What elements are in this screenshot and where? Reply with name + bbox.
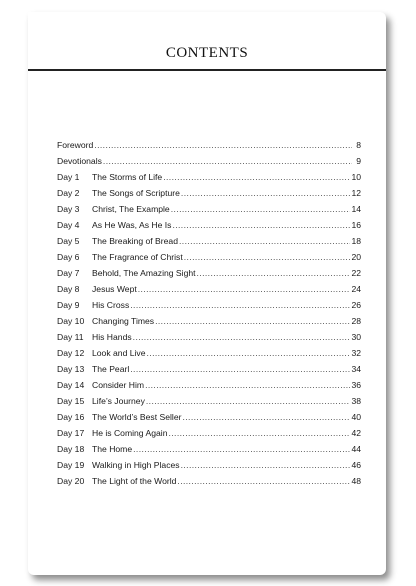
toc-row-day[interactable] bbox=[57, 185, 361, 201]
toc-title: Consider Him bbox=[92, 380, 145, 390]
toc-row-day[interactable] bbox=[57, 409, 361, 425]
dot-leader bbox=[179, 233, 350, 249]
toc-day-label: Day 2 bbox=[57, 188, 80, 198]
toc-day-label: Day 18 bbox=[57, 444, 85, 454]
toc-title: The Pearl bbox=[92, 364, 130, 374]
toc-page-number: 9 bbox=[356, 156, 361, 166]
toc-row-devotionals[interactable] bbox=[57, 153, 361, 169]
dot-leader bbox=[147, 345, 351, 361]
dot-leader bbox=[171, 201, 351, 217]
toc-title: Walking in High Places bbox=[92, 460, 180, 470]
toc-title: The Light of the World bbox=[92, 476, 177, 486]
dot-leader bbox=[130, 361, 350, 377]
toc-title: The Breaking of Bread bbox=[92, 236, 178, 246]
heading-rule bbox=[28, 69, 386, 71]
toc-row-day[interactable] bbox=[57, 329, 361, 345]
toc-day-label: Day 9 bbox=[57, 300, 80, 310]
dot-leader bbox=[184, 249, 351, 265]
toc-day-list bbox=[57, 169, 361, 489]
dot-leader bbox=[146, 393, 351, 409]
toc-day-label: Day 10 bbox=[57, 316, 85, 326]
toc-page-number: 32 bbox=[351, 348, 361, 358]
toc-page-number: 40 bbox=[351, 412, 361, 422]
toc-title: Life’s Journey bbox=[92, 396, 145, 406]
toc-row-day[interactable] bbox=[57, 361, 361, 377]
toc-day-label: Day 3 bbox=[57, 204, 80, 214]
toc-title: The World’s Best Seller bbox=[92, 412, 182, 422]
toc-day-label: Day 1 bbox=[57, 172, 80, 182]
toc-title: His Hands bbox=[92, 332, 132, 342]
toc-day-label: Day 13 bbox=[57, 364, 85, 374]
dot-leader bbox=[130, 297, 350, 313]
toc-row-day[interactable] bbox=[57, 345, 361, 361]
toc-row-day[interactable] bbox=[57, 473, 361, 489]
toc-row-day[interactable] bbox=[57, 441, 361, 457]
toc-page-number: 46 bbox=[351, 460, 361, 470]
toc-day-label: Day 7 bbox=[57, 268, 80, 278]
toc-day-label: Day 15 bbox=[57, 396, 85, 406]
toc-title: As He Was, As He Is bbox=[92, 220, 172, 230]
toc-title: Devotionals bbox=[57, 156, 102, 166]
dot-leader bbox=[133, 441, 350, 457]
dot-leader bbox=[182, 409, 350, 425]
toc-day-label: Day 16 bbox=[57, 412, 85, 422]
toc-title: Foreword bbox=[57, 140, 94, 150]
toc-row-day[interactable] bbox=[57, 249, 361, 265]
dot-leader bbox=[197, 265, 351, 281]
dot-leader bbox=[94, 137, 352, 153]
toc-day-label: Day 4 bbox=[57, 220, 80, 230]
toc-row-foreword[interactable] bbox=[57, 137, 361, 153]
toc-page-number: 30 bbox=[351, 332, 361, 342]
toc-page-number: 14 bbox=[351, 204, 361, 214]
toc-page-number: 18 bbox=[351, 236, 361, 246]
dot-leader bbox=[163, 169, 350, 185]
toc-page-number: 34 bbox=[351, 364, 361, 374]
toc-row-day[interactable] bbox=[57, 393, 361, 409]
toc-day-label: Day 6 bbox=[57, 252, 80, 262]
dot-leader bbox=[155, 313, 350, 329]
dot-leader bbox=[145, 377, 350, 393]
toc-row-day[interactable] bbox=[57, 265, 361, 281]
toc-page-number: 8 bbox=[356, 140, 361, 150]
toc-page-number: 24 bbox=[351, 284, 361, 294]
toc-row-day[interactable] bbox=[57, 217, 361, 233]
toc-row-day[interactable] bbox=[57, 169, 361, 185]
toc-row-day[interactable] bbox=[57, 425, 361, 441]
toc-title: Jesus Wept bbox=[92, 284, 137, 294]
toc-title: Behold, The Amazing Sight bbox=[92, 268, 196, 278]
table-of-contents bbox=[57, 137, 361, 489]
toc-title: The Fragrance of Christ bbox=[92, 252, 183, 262]
toc-page-number: 28 bbox=[351, 316, 361, 326]
toc-page-number: 20 bbox=[351, 252, 361, 262]
toc-title: He is Coming Again bbox=[92, 428, 168, 438]
toc-day-label: Day 8 bbox=[57, 284, 80, 294]
dot-leader bbox=[177, 473, 350, 489]
toc-title: The Storms of Life bbox=[92, 172, 163, 182]
toc-page-number: 26 bbox=[351, 300, 361, 310]
toc-page-number: 36 bbox=[351, 380, 361, 390]
toc-row-day[interactable] bbox=[57, 281, 361, 297]
dot-leader bbox=[168, 425, 350, 441]
dot-leader bbox=[138, 281, 351, 297]
toc-row-day[interactable] bbox=[57, 457, 361, 473]
toc-title: The Songs of Scripture bbox=[92, 188, 180, 198]
toc-row-day[interactable] bbox=[57, 201, 361, 217]
toc-row-day[interactable] bbox=[57, 297, 361, 313]
toc-row-day[interactable] bbox=[57, 313, 361, 329]
dot-leader bbox=[103, 153, 352, 169]
toc-title: The Home bbox=[92, 444, 133, 454]
toc-page-number: 48 bbox=[351, 476, 361, 486]
toc-day-label: Day 17 bbox=[57, 428, 85, 438]
contents-heading: CONTENTS bbox=[165, 45, 249, 61]
toc-page-number: 16 bbox=[351, 220, 361, 230]
dot-leader bbox=[181, 185, 351, 201]
toc-page-number: 10 bbox=[351, 172, 361, 182]
toc-day-label: Day 5 bbox=[57, 236, 80, 246]
toc-title: Look and Live bbox=[92, 348, 146, 358]
toc-day-label: Day 19 bbox=[57, 460, 85, 470]
toc-page-number: 44 bbox=[351, 444, 361, 454]
dot-leader bbox=[133, 329, 351, 345]
toc-title: His Cross bbox=[92, 300, 130, 310]
toc-day-label: Day 20 bbox=[57, 476, 85, 486]
toc-page-number: 22 bbox=[351, 268, 361, 278]
toc-page-number: 42 bbox=[351, 428, 361, 438]
toc-page-number: 12 bbox=[351, 188, 361, 198]
toc-page-number: 38 bbox=[351, 396, 361, 406]
toc-day-label: Day 14 bbox=[57, 380, 85, 390]
toc-row-day[interactable] bbox=[57, 377, 361, 393]
dot-leader bbox=[181, 457, 351, 473]
dot-leader bbox=[172, 217, 350, 233]
toc-row-day[interactable] bbox=[57, 233, 361, 249]
toc-title: Christ, The Example bbox=[92, 204, 170, 214]
toc-day-label: Day 12 bbox=[57, 348, 85, 358]
toc-day-label: Day 11 bbox=[57, 332, 84, 342]
book-page bbox=[28, 12, 386, 575]
toc-title: Changing Times bbox=[92, 316, 155, 326]
